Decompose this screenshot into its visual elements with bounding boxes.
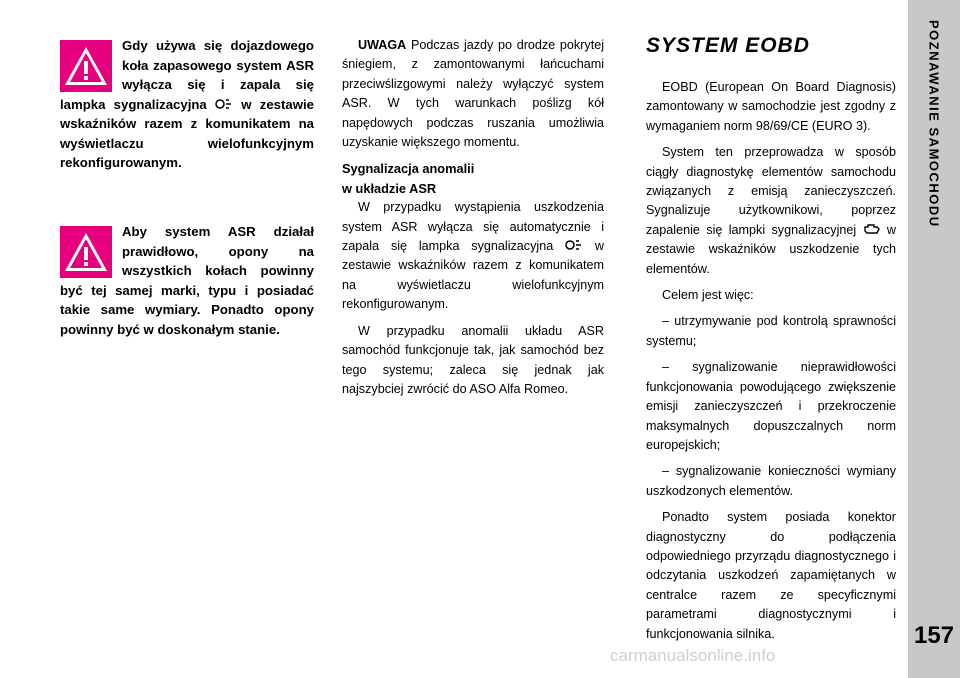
anomaly-text-part1: W przypadku wystąpienia uszkodzenia system ASR wyłącza się automatycznie i zapala się lampka sygnalizacyjna — [342, 200, 604, 254]
asr-warning-light-icon — [215, 98, 233, 110]
eobd-description-part1: System ten przeprowadza w sposób ciągły diagnostykę elementów samochodu związanych z emisją zanieczyszczeń. Sygnalizuje użytkownikowi, poprzez zapalenie się lampki sygnalizacyjnej — [646, 145, 896, 237]
right-column — [646, 78, 896, 644]
eobd-description — [646, 143, 896, 279]
uwaga-label: UWAGA — [358, 38, 407, 52]
anomaly-paragraph — [342, 198, 604, 314]
watermark: carmanualsonline.info — [610, 646, 776, 665]
chapter-label-text: POZNAWANIE SAMOCHODU — [926, 20, 942, 228]
goal-item: – sygnalizowanie konieczności wymiany uszkodzonych elementów. — [646, 464, 896, 498]
goal-intro: Celem jest więc: — [662, 288, 754, 303]
warning-text: Aby system ASR działał prawidłowo, opony na wszystkich kołach powinny być tej samej marki, typu i posiadać takie same wymiary. Ponadto opony powinny być w doskonałym stanie. — [60, 224, 314, 337]
page-number: 157 — [913, 622, 955, 649]
heading-line-1: Sygnalizacja anomalii — [342, 161, 475, 177]
middle-column — [342, 36, 604, 399]
fallback-paragraph: W przypadku anomalii układu ASR samochód funkcjonuje tak, jak samochód bez tego systemu; zaleca się jednak jak najszybciej zwrócić do ASO Alfa Romeo. — [342, 323, 604, 396]
section-heading — [342, 159, 604, 198]
goal-item: – utrzymywanie pod kontrolą sprawności systemu; — [646, 314, 896, 348]
uwaga-paragraph — [342, 36, 604, 152]
eobd-description-part2: w zestawie wskaźników uszkodzenie tych elementów. — [646, 222, 897, 276]
uwaga-text: Podczas jazdy po drodze pokrytej śniegiem, z zamontowanymi łańcuchami przeciwślizgowymi należy wyłączyć system ASR. W tych warunkach poślizg kół napędowych podczas ruszania umożliwia uzyskanie większego momentu. — [342, 38, 605, 150]
section-title: SYSTEM EOBD — [646, 34, 810, 57]
warning-box-tyres — [60, 222, 314, 339]
warning-box-spare-wheel — [60, 36, 314, 173]
warning-triangle-icon — [60, 226, 112, 278]
chapter-label — [914, 20, 954, 270]
warning-text-part1: Gdy używa się dojazdowego koła zapasowego system ASR wyłącza się i zapala się lampka sygnalizacyjna — [60, 38, 314, 112]
anomaly-text-part2: w zestawie wskaźników razem z komunikatem na wyświetlaczu wielofunkcyjnym rekonfigurowanym. — [342, 239, 605, 312]
eobd-intro: EOBD (European On Board Diagnosis) zamontowany w samochodzie jest zgodny z wymaganiem norm 98/69/CE (EURO 3). — [646, 80, 896, 133]
heading-line-2: w układzie ASR — [342, 180, 437, 196]
asr-warning-light-icon — [565, 239, 583, 251]
engine-check-light-icon — [863, 223, 881, 235]
warning-text-part2: w zestawie wskaźników razem z komunikatem na wyświetlaczu wielofunkcyjnym rekonfigurowanym. — [60, 96, 314, 170]
connector-paragraph: Ponadto system posiada konektor diagnostyczny do podłączenia odpowiedniego przyrządu diagnostycznego i odczytania uszkodzeń zapamiętanych w centralce razem ze specyficznymi parametrami diagnostycznymi i funkcjonowania silnika. — [646, 510, 896, 641]
goal-item: – sygnalizowanie nieprawidłowości funkcjonowania powodującego zwiększenie emisji zanieczyszczeń i przekroczenie maksymalnych dopuszczalnych norm europejskich; — [646, 360, 896, 452]
warning-triangle-icon — [60, 40, 112, 92]
